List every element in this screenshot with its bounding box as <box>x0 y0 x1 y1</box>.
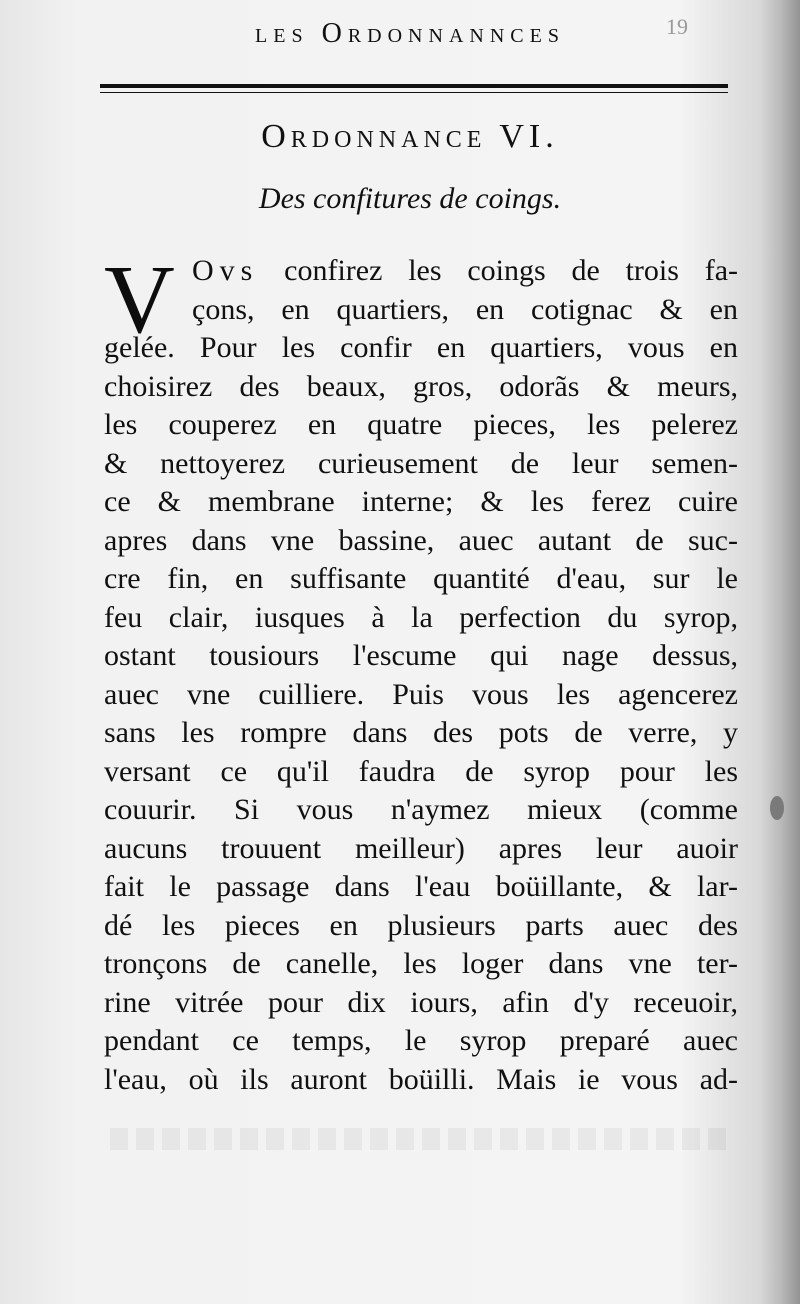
text-line: gelée. Pour les confir en quartiers, vous en <box>104 331 738 364</box>
text-line: cre fin, en suffisante quantité d'eau, sur le <box>104 562 738 595</box>
header-rule-thin <box>100 92 728 93</box>
body-text <box>104 246 739 1099</box>
text-line: pendant ce temps, le syrop preparé auec <box>104 1024 738 1057</box>
page-edge-shadow <box>760 0 800 1304</box>
text-line: fait le passage dans l'eau boüillante, & lar- <box>104 870 738 903</box>
text-line: çons, en quartiers, en cotignac & en <box>192 292 738 326</box>
first-word: Ovs <box>192 254 259 287</box>
text-line: l'eau, où ils auront boüilli. Mais ie vous ad- <box>104 1062 738 1096</box>
text-line: feu clair, iusques à la perfection du syrop, <box>104 600 738 634</box>
text-line: ce & membrane interne; & les ferez cuire <box>104 485 738 518</box>
text-line: dé les pieces en plusieurs parts auec des <box>104 908 738 942</box>
page-number: 19 <box>666 14 688 39</box>
text-line: couurir. Si vous n'aymez mieux (comme <box>104 793 738 826</box>
text-line: aucuns trouuent meilleur) apres leur auoir <box>104 831 738 865</box>
section-title: Ordonnance VI. <box>261 118 559 155</box>
text-line: les couperez en quatre pieces, les pelerez <box>104 408 738 441</box>
section-subtitle: Des confitures de coings. <box>258 182 562 215</box>
text-line: apres dans vne bassine, auec autant de suc- <box>104 523 738 557</box>
header-rule-thick <box>100 84 728 88</box>
text-line: auec vne cuilliere. Puis vous les agencerez <box>104 677 738 711</box>
text-line: ostant tousiours l'escume qui nage dessus, <box>104 639 738 672</box>
text-line: choisirez des beaux, gros, odorãs & meurs, <box>104 369 738 403</box>
text-line: & nettoyerez curieusement de leur semen- <box>104 446 738 480</box>
drop-cap: V <box>104 246 175 354</box>
text-line: tronçons de canelle, les loger dans vne ter- <box>104 947 738 980</box>
show-through-text <box>110 1128 730 1150</box>
text-line: sans les rompre dans des pots de verre, y <box>104 716 738 749</box>
ink-spot <box>770 796 784 820</box>
running-head: les Ordonnannces <box>255 18 565 49</box>
line-text: confirez les coings de trois fa- <box>284 254 739 287</box>
text-line <box>104 252 738 291</box>
text-line: rine vitrée pour dix iours, afin d'y receuoir, <box>104 985 738 1019</box>
text-line: versant ce qu'il faudra de syrop pour les <box>104 754 738 788</box>
